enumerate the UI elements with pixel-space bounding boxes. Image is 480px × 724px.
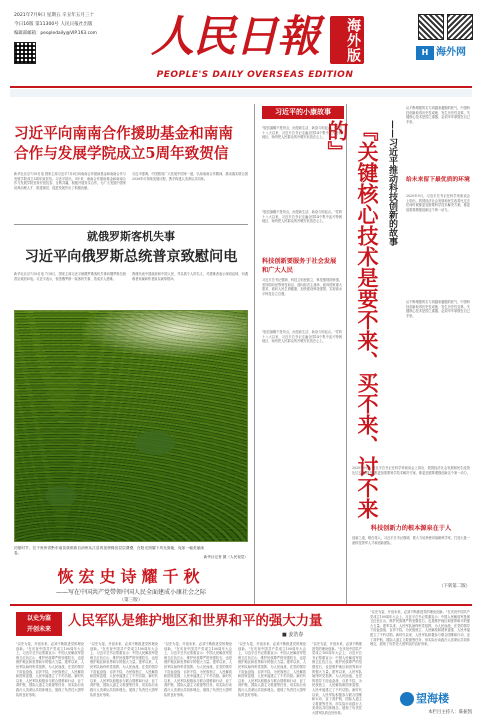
edition-badge-text: 海外版 <box>345 17 361 63</box>
bottom-body-col1: "以史为鉴，开创未来，必须不断推进党的理论创新。"在庆祝中国共产党成立100周年大会上，习近平总书记郑重宣示：中国人民解放军是保卫红色江山、维护民族尊严的坚强柱石，也是维护地区和世界和平的强大力量。建军以来，人民军队始终听党指挥，为人民而战，在党的领导下浴血奋战、百折不挠，为民族独立、人民解放和国家富强、人民幸福建立了不朽功勋。新时代以来，人民军队积极参与联合国维和行动、亚丁湾护航、国际人道主义救援等任务，用实际行动践行人类命运共同体理念，展现了负责任大国军队的良好形象。 <box>16 642 84 697</box>
photo-credit: 新华社记者 摄（人民视觉） <box>203 555 248 559</box>
photo-caption: 初夏时节，位于贵州省黔东南苗族侗族自治州从江县的加榜梯田层层叠叠，在阳光照耀下风光旖旎，宛如一幅美丽画卷。 <box>14 546 204 555</box>
masthead-logo: 人民日報 <box>151 12 319 62</box>
date-line: 2021年7月9日 星期五 辛丑年五月三十 <box>14 13 95 18</box>
lead-headline <box>14 124 250 164</box>
story-body: 习近平总书记强调，科技立则民族立，科技强则国家强。坚持面向世界科技前沿、面向经济主战场、面向国家重大需求、面向人民生命健康，加快建设科技强国，实现高水平科技自立自强。 <box>262 278 342 296</box>
feature-body-col1: 从不断增强的实力到越来越强的底气，中国科技创新取得历史性成就、发生历史性变革。关键核心技术是国之重器，必须牢牢掌握在自己手里。 <box>406 106 470 124</box>
feature-section1: 给未来留下最优质的环境 <box>406 177 470 183</box>
qr-code <box>14 42 36 64</box>
feature-continued: （下转第二版） <box>439 584 470 589</box>
bottom-body-col6: "以史为鉴，开创未来，必须不断推进党的理论创新。"在庆祝中国共产党成立100周年大会上，习近平总书记郑重宣示：中国人民解放军是保卫红色江山、维护民族尊严的坚强柱石，也是维护地区和世界和平的强大力量。建军以来，人民军队始终听党指挥，为人民而战，在党的领导下浴血奋战、百折不挠，为民族独立、人民解放和国家富强、人民幸福建立了不朽功勋。新时代以来，人民军队积极参与联合国维和行动、亚丁湾护航、国际人道主义救援等任务，用实际行动践行人类命运共同体理念，展现了负责任大国军队的良好形象。 <box>370 610 470 647</box>
story-body-more: "脱贫摘帽不是终点，而是新生活、新奋斗的起点。"党的十八大以来，习近平总书记走遍全国14个集中连片特困地区，始终把人民群众的冷暖安危放在心上。 <box>262 330 342 344</box>
app-qr-code <box>418 14 444 40</box>
app-logo-icon: H <box>416 46 434 60</box>
english-name: PEOPLE'S DAILY OVERSEAS EDITION <box>156 70 354 80</box>
russia-headline: 习近平向俄罗斯总统普京致慰问电 <box>24 249 238 265</box>
edition-badge <box>330 16 364 64</box>
photo-trees-2 <box>45 486 77 506</box>
russia-body-col1: 新华社北京7月8日电 7月8日，国家主席习近平就俄罗斯客机失事向俄罗斯总统普京致慰问电。习近平表示，惊悉俄罗斯一架客机失事，造成多人遇难。 <box>14 272 126 281</box>
russia-kicker: 就俄罗斯客机失事 <box>87 230 175 243</box>
story-sub-heading: 科技创新要服务于社会发展和广大人民 <box>262 258 337 274</box>
story-kicker: 习近平的小康故事 <box>262 106 344 119</box>
feature-body-bottom: 2020年9月，习近平总书记在科学家座谈会上指出，我国经济社会发展和民生改善比过去任何时候都更加需要科学技术解决方案，都更加需要增强创新这个第一动力。 <box>352 466 470 475</box>
issue-line: 今日16版 第11300号 人民日报社出版 <box>14 22 93 27</box>
story-intro: "脱贫摘帽不是终点，而是新生活、新奋斗的起点。"党的十八大以来，习近平总书记走遍全国14个集中连片特困地区，始终把人民群众的冷暖安危放在心上。 <box>262 126 342 140</box>
info-strip <box>10 89 472 97</box>
bottom-kicker-line2: 开创未来 <box>26 626 51 633</box>
epic-headline: 恢宏史诗耀千秋 <box>57 567 205 586</box>
lead-body-col2: 习近平强调，中国愿同广大发展中国家一道，弘扬南南合作精神，推动落实联合国2030年可持续发展议程，携手构建人类命运共同体。 <box>132 172 248 181</box>
bottom-byline: ■ 姜浩春 <box>282 632 304 638</box>
russia-body-col2: 我谨代表中国政府和中国人民，并以我个人的名义，对遇难者表示深切哀悼，向遇难者家属和伤者致以诚挚慰问。 <box>132 272 248 281</box>
editor-line: 编辑部邮箱：peopledaily@VIP.163.com <box>14 31 97 36</box>
bottom-body-col5: "以史为鉴，开创未来，必须不断推进党的理论创新。"在庆祝中国共产党成立100周年大会上，习近平总书记郑重宣示：中国人民解放军是保卫红色江山、维护民族尊严的坚强柱石，也是维护地区和世界和平的强大力量。建军以来，人民军队始终听党指挥，为人民而战，在党的领导下浴血奋战、百折不挠，为民族独立、人民解放和国家富强、人民幸福建立了不朽功勋。新时代以来，人民军队积极参与联合国维和行动、亚丁湾护航、国际人道主义救援等任务，用实际行动践行人类命运共同体理念，展现了负责任大国军队的良好形象。 <box>312 642 362 715</box>
bottom-headline: 人民军队是维护地区和世界和平的强大力量 <box>68 613 323 629</box>
epic-continued: （第三版） <box>119 598 143 603</box>
bottom-rule <box>10 604 472 606</box>
photo-hill-overlay <box>15 311 248 542</box>
lead-divider <box>14 224 248 225</box>
column-divider-right <box>346 104 347 604</box>
lead-body-col1: 新华社北京7月8日电 国家主席习近平7月8日向南南合作援助基金和南南合作与发展学院成立5周年致贺信。习近平指出，5年来，南南合作援助基金和南南合作与发展学院坚持开放包容、互利共赢，积极开展务实合作，为广大发展中国家培养治理人才、推进减贫、促进发展作出了积极贡献。 <box>14 172 126 190</box>
terrace-photo <box>14 310 248 542</box>
bottom-body-col2: "以史为鉴，开创未来，必须不断推进党的理论创新。"在庆祝中国共产党成立100周年大会上，习近平总书记郑重宣示：中国人民解放军是保卫红色江山、维护民族尊严的坚强柱石，也是维护地区和世界和平的强大力量。建军以来，人民军队始终听党指挥，为人民而战，在党的领导下浴血奋战、百折不挠，为民族独立、人民解放和国家富强、人民幸福建立了不朽功勋。新时代以来，人民军队积极参与联合国维和行动、亚丁湾护航、国际人道主义救援等任务，用实际行动践行人类命运共同体理念，展现了负责任大国军队的良好形象。 <box>90 642 158 697</box>
app-name: 海外网 <box>436 47 466 58</box>
promo-note: 本栏目主持人：陈振凯 <box>428 710 472 715</box>
lead-headline-line1: 习近平向南南合作援助基金和南南 <box>14 125 233 142</box>
feature-subtitle: ——习近平推动科技创新的故事 <box>387 120 397 246</box>
bottom-kicker-line1: 以史为鉴 <box>26 615 51 622</box>
feature-section2: 科技创新力的根本源泉在于人 <box>370 525 452 532</box>
story-intro-col2: "脱贫摘帽不是终点，而是新生活、新奋斗的起点。"党的十八大以来，习近平总书记走遍全国14个集中连片特困地区，始终把人民群众的冷暖安危放在心上。 <box>262 210 342 224</box>
column-divider-left <box>254 104 255 604</box>
promo-icon <box>400 692 414 706</box>
promo-box <box>400 690 472 720</box>
masthead-rule <box>10 86 472 88</box>
lead-headline-line2: 合作与发展学院成立5周年致贺信 <box>14 145 229 162</box>
epic-subtitle: ——写在中国共产党带领中国人民全面建成小康社会之际 <box>55 589 206 596</box>
bottom-body-col3: "以史为鉴，开创未来，必须不断推进党的理论创新。"在庆祝中国共产党成立100周年大会上，习近平总书记郑重宣示：中国人民解放军是保卫红色江山、维护民族尊严的坚强柱石，也是维护地区和世界和平的强大力量。建军以来，人民军队始终听党指挥，为人民而战，在党的领导下浴血奋战、百折不挠，为民族独立、人民解放和国家富强、人民幸福建立了不朽功勋。新时代以来，人民军队积极参与联合国维和行动、亚丁湾护航、国际人道主义救援等任务，用实际行动践行人类命运共同体理念，展现了负责任大国军队的良好形象。 <box>164 642 232 697</box>
feature-body-col2: 2020年9月，习近平总书记在科学家座谈会上指出，我国经济社会发展和民生改善比过去任何时候都更加需要科学技术解决方案，都更加需要增强创新这个第一动力。 <box>406 194 470 212</box>
bottom-kicker <box>16 612 62 636</box>
masthead <box>0 0 480 98</box>
feature-body-col2b: 从不断增强的实力到越来越强的底气，中国科技创新取得历史性成就、发生历史性变革。关键核心技术是国之重器，必须牢牢掌握在自己手里。 <box>406 300 470 318</box>
app-qr-code-2 <box>447 14 473 40</box>
promo-name: 望海楼 <box>416 692 449 705</box>
feature-headline: 『关键核心技术是要不来、买不来、讨不来的』 <box>325 120 380 519</box>
bottom-body-col4: "以史为鉴，开创未来，必须不断推进党的理论创新。"在庆祝中国共产党成立100周年大会上，习近平总书记郑重宣示：中国人民解放军是保卫红色江山、维护民族尊严的坚强柱石，也是维护地区和世界和平的强大力量。建军以来，人民军队始终听党指挥，为人民而战，在党的领导下浴血奋战、百折不挠，为民族独立、人民解放和国家富强、人民幸福建立了不朽功勋。新时代以来，人民军队积极参与联合国维和行动、亚丁湾护航、国际人道主义救援等任务，用实际行动践行人类命运共同体理念，展现了负责任大国军队的良好形象。 <box>238 642 306 697</box>
feature-body-col3: 创新之道，唯在得人。习近平总书记强调，要大力培养使用战略科学家，打造大批一流科技领军人才和创新团队。 <box>352 536 470 545</box>
photo-trees <box>135 431 175 455</box>
